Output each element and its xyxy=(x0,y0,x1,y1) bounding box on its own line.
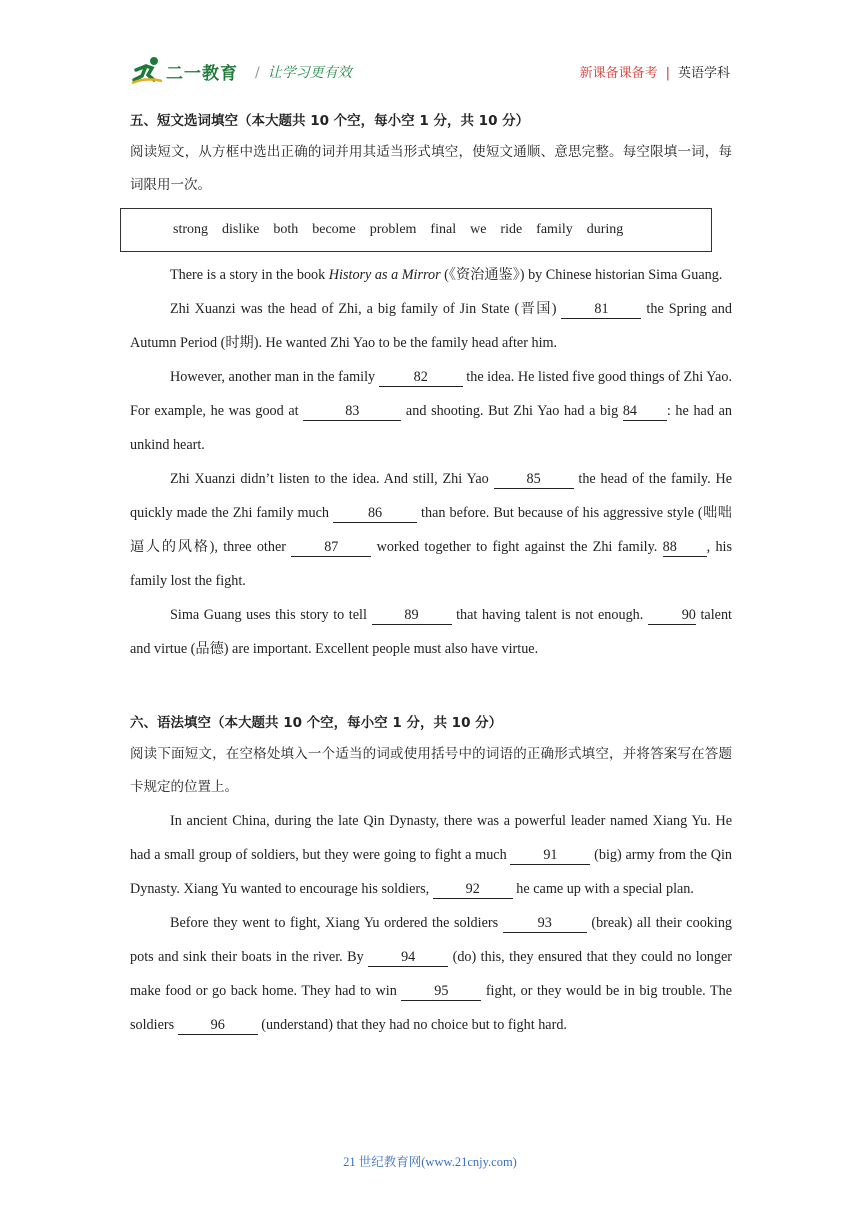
word-box-item: ride xyxy=(500,222,523,237)
blank-96: 96 xyxy=(178,1016,258,1035)
document-body xyxy=(130,108,732,1042)
blank-84: 84 xyxy=(623,402,667,421)
passage-paragraph: Zhi Xuanzi didn’t listen to the idea. And still, Zhi Yao 85 the head of the family. He quickly made the Zhi family much 86 than before. But because of his aggressive style (咄咄逼人的风格), three other 87 worked together to fight against the Zhi family. 88 , his family lost the fight. xyxy=(130,471,732,589)
word-box-item: family xyxy=(536,222,573,237)
blank-92: 92 xyxy=(433,880,513,899)
blank-93: 93 xyxy=(503,914,587,933)
word-box-item: problem xyxy=(369,222,417,237)
header-subject-label: 英语学科 xyxy=(677,66,730,81)
logo xyxy=(130,56,238,86)
page-footer: 21 世纪教育网(www.21cnjy.com) xyxy=(343,1155,517,1169)
passage-paragraph: Zhi Xuanzi was the head of Zhi, a big family of Jin State (晋国) 81 the Spring and Autumn Period (时期). He wanted Zhi Yao to be the family head after him. xyxy=(130,301,732,351)
word-box-item: we xyxy=(470,222,487,237)
blank-83: 83 xyxy=(303,402,401,421)
blank-88: 88 xyxy=(663,538,707,557)
logo-text: 二一教育 xyxy=(166,63,238,84)
book-title: History as a Mirror xyxy=(328,267,441,283)
word-box-item: strong xyxy=(173,222,208,237)
slogan: / 让学习更有效 xyxy=(255,65,352,81)
blank-81: 81 xyxy=(561,300,641,319)
word-box-item: final xyxy=(430,222,457,237)
word-box-item: during xyxy=(586,222,624,237)
passage-paragraph: There is a story in the book History as a Mirror (《资治通鉴》) by Chinese historian Sima Guang. xyxy=(170,267,723,283)
passage-paragraph: In ancient China, during the late Qin Dynasty, there was a powerful leader named Xiang Yu. He had a small group of soldiers, but they were going to fight a much 91 (big) army from the Qin Dynasty. Xiang Yu wanted to encourage his soldiers, 92 he came up with a special plan. xyxy=(130,813,732,897)
section-6-title: 六、语法填空（本大题共 10 个空，每小空 1 分，共 10 分） xyxy=(130,715,503,731)
running-man-logo-icon xyxy=(130,56,164,86)
header-separator: | xyxy=(665,66,670,81)
page-header xyxy=(130,56,730,92)
passage-paragraph: Before they went to fight, Xiang Yu ordered the soldiers 93 (break) all their cooking pots and sink their boats in the river. By 94 (do) this, they ensured that they could no longer make food or go back home. They had to win 95 fight, or they would be in big trouble. The soldiers 96 (understand) that they had no choice but to fight hard. xyxy=(130,915,733,1033)
section-5-title: 五、短文选词填空（本大题共 10 个空，每小空 1 分，共 10 分） xyxy=(130,113,530,129)
word-box-item: become xyxy=(312,222,356,237)
blank-86: 86 xyxy=(333,504,417,523)
blank-85: 85 xyxy=(494,470,574,489)
header-subject xyxy=(580,62,730,81)
passage-paragraph: However, another man in the family 82 the idea. He listed five good things of Zhi Yao. For example, he was good at 83 and shooting. But Zhi Yao had a big 84 : he had an unkind heart. xyxy=(130,369,732,453)
blank-89: 89 xyxy=(372,606,452,625)
blank-82: 82 xyxy=(379,368,463,387)
word-box-item: dislike xyxy=(222,222,260,237)
blank-91: 91 xyxy=(510,846,590,865)
passage-paragraph: Sima Guang uses this story to tell 89 that having talent is not enough. 90 talent and virtue (品德) are important. Excellent people must also have virtue. xyxy=(130,607,732,657)
blank-94: 94 xyxy=(368,948,448,967)
section-6-instruction: 阅读下面短文，在空格处填入一个适当的词或使用括号中的词语的正确形式填空，并将答案写在答题卡规定的位置上。 xyxy=(130,746,732,795)
blank-95: 95 xyxy=(401,982,481,1001)
word-box xyxy=(120,208,712,252)
blank-90: 90 xyxy=(648,606,696,625)
slogan-text: 让学习更有效 xyxy=(267,65,352,81)
word-box-item: both xyxy=(273,222,299,237)
blank-87: 87 xyxy=(291,538,371,557)
header-course-label: 新课备课备考 xyxy=(579,66,658,81)
section-5-instruction: 阅读短文，从方框中选出正确的词并用其适当形式填空，使短文通顺、意思完整。每空限填一词，每词限用一次。 xyxy=(130,144,732,193)
